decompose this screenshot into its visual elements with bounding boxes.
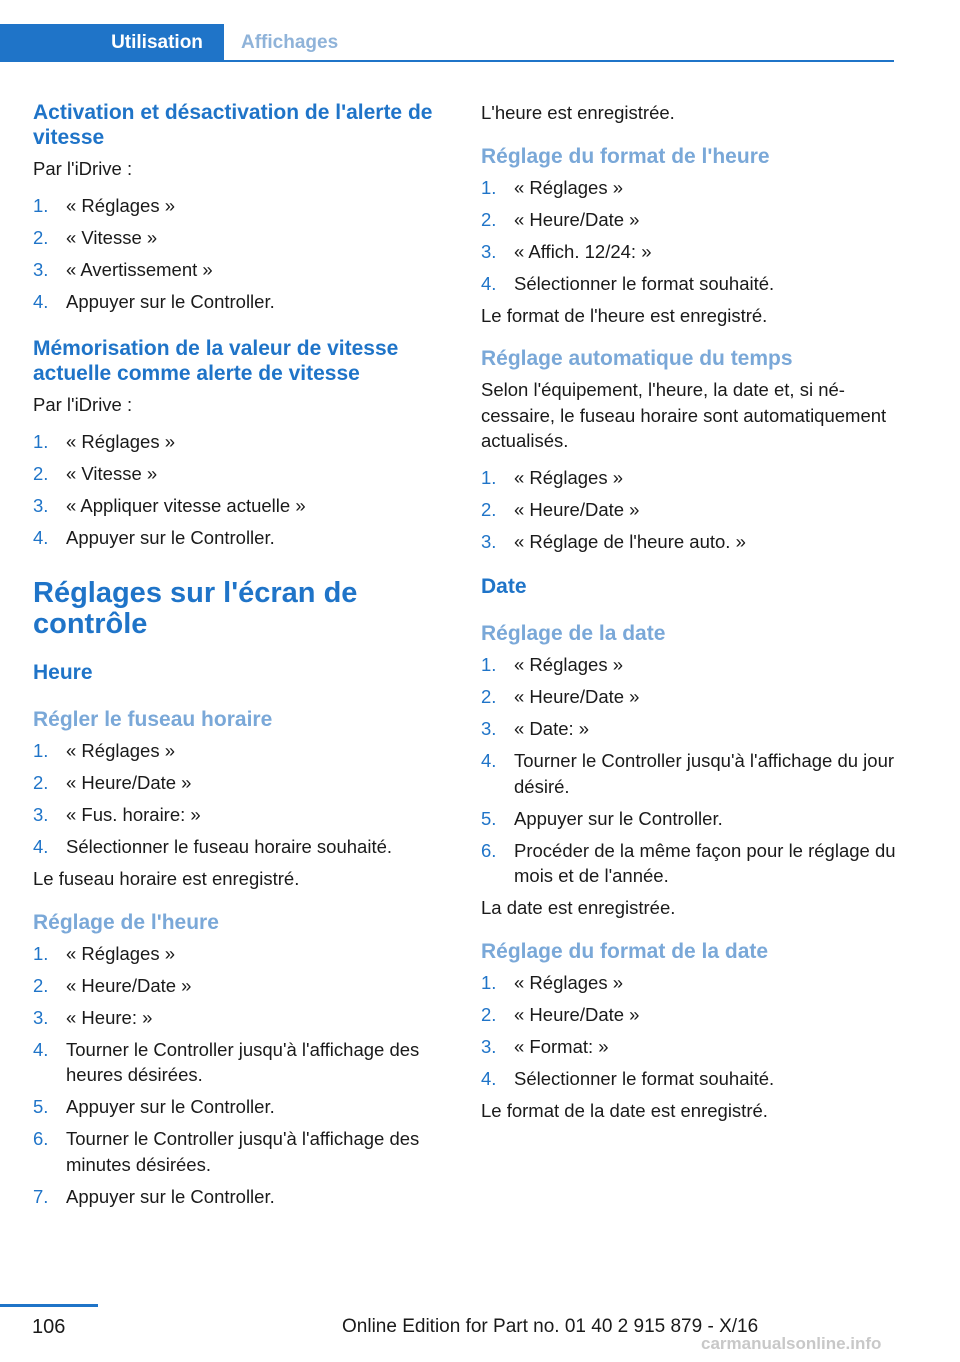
footer-divider (0, 1304, 98, 1307)
step-text: Appuyer sur le Controller. (66, 526, 275, 548)
result-text: L'heure est enregistrée. (481, 102, 675, 123)
step-number: 2. (33, 462, 49, 484)
list-item (33, 1005, 443, 1031)
section-title: Réglage du format de la date (481, 939, 769, 963)
step-text: « Avertissement » (66, 258, 213, 280)
list-item (481, 175, 901, 201)
steps-list (481, 970, 901, 1092)
step-number: 1. (481, 466, 497, 488)
list-item (481, 748, 901, 799)
step-number: 4. (33, 290, 49, 312)
list-item (481, 1034, 901, 1060)
step-text: « Heure/Date » (66, 974, 192, 996)
result-text: Le format de l'heure est enregistré. (481, 304, 768, 326)
page-number: 106 (32, 1316, 66, 1338)
step-number: 7. (33, 1185, 49, 1207)
step-number: 5. (481, 807, 497, 829)
intro-text: Selon l'équipement, l'heure, la date et, si nécessaire, le fuseau horaire sont automatiquement actualisés. (481, 379, 887, 451)
step-number: 5. (33, 1096, 49, 1117)
result-text: Le format de la date est enregistré. (481, 1099, 768, 1121)
list-item (33, 1094, 443, 1120)
list-item (481, 838, 901, 889)
list-item (481, 1066, 901, 1092)
list-item (481, 716, 901, 742)
step-number: 3. (481, 718, 497, 739)
step-number: 1. (33, 942, 49, 964)
section-title: Régler le fuseau horaire (33, 708, 273, 731)
step-number: 1. (481, 654, 497, 675)
list-item (33, 1037, 443, 1088)
step-number: 3. (481, 1035, 497, 1057)
subchapter-title: Date (481, 575, 527, 598)
list-item (481, 271, 901, 297)
list-item (33, 834, 443, 860)
step-text: « Vitesse » (66, 226, 158, 248)
section-title: Réglage de la date (481, 622, 666, 645)
step-text: Sélectionner le fuseau horaire souhaité. (66, 836, 393, 857)
section-title: Réglage du format de l'heure (481, 144, 770, 168)
header-divider (224, 60, 894, 62)
list-item (33, 257, 443, 283)
list-item (33, 770, 443, 796)
list-item (33, 289, 443, 315)
step-number: 4. (33, 526, 49, 548)
step-number: 2. (33, 772, 49, 793)
step-number: 2. (33, 226, 49, 248)
step-number: 3. (481, 530, 497, 552)
list-item (481, 970, 901, 996)
step-number: 3. (481, 240, 497, 262)
intro-text: Par l'iDrive : (33, 394, 133, 415)
list-item (33, 1184, 443, 1210)
step-text: « Réglages » (66, 194, 176, 216)
list-item (33, 461, 443, 487)
header-bar (0, 0, 960, 64)
step-number: 2. (481, 1003, 497, 1025)
step-text: « Heure/Date » (514, 686, 640, 707)
list-item (33, 973, 443, 999)
step-number: 4. (481, 1067, 497, 1089)
step-text: Appuyer sur le Controller. (66, 290, 275, 312)
list-item (481, 239, 901, 265)
step-number: 2. (33, 974, 49, 996)
step-text: « Appliquer vitesse actuelle » (66, 494, 306, 516)
step-text: « Vitesse » (66, 462, 158, 484)
steps-list (481, 465, 901, 555)
list-item (481, 497, 901, 523)
list-item (481, 1002, 901, 1028)
step-text: Tourner le Controller jusqu'à l'affichage du jour désiré. (514, 750, 895, 797)
list-item (481, 652, 901, 678)
step-text: « Réglages » (514, 176, 624, 198)
step-text: « Heure/Date » (514, 208, 640, 230)
step-text: Sélectionner le format souhaité. (514, 272, 775, 294)
step-number: 2. (481, 686, 497, 707)
section-title: Activation et désactivation de l'alerte de vitesse (33, 101, 433, 149)
step-text: Appuyer sur le Controller. (514, 807, 723, 829)
step-number: 4. (33, 1038, 49, 1060)
step-number: 4. (33, 836, 49, 857)
list-item (481, 207, 901, 233)
step-number: 1. (481, 971, 497, 993)
result-text: La date est enregistrée. (481, 897, 676, 918)
subchapter-title: Heure (33, 661, 93, 684)
step-text: « Réglages » (514, 971, 624, 993)
steps-list (481, 175, 901, 297)
step-text: Tourner le Controller jusqu'à l'affichage des minutes désirées. (66, 1128, 420, 1175)
tab-affichages[interactable]: Affichages (241, 32, 339, 53)
right-column (481, 100, 901, 1123)
list-item (33, 493, 443, 519)
section-title: Réglage de l'heure (33, 910, 219, 934)
list-item (33, 225, 443, 251)
step-number: 3. (33, 494, 49, 516)
list-item (33, 429, 443, 455)
steps-list (33, 941, 443, 1210)
step-number: 1. (33, 194, 49, 216)
step-text: « Affich. 12/24: » (514, 240, 652, 262)
section-title: Réglage automatique du temps (481, 347, 793, 370)
step-number: 6. (33, 1128, 49, 1149)
list-item (33, 1126, 443, 1177)
list-item (481, 465, 901, 491)
steps-list (33, 429, 443, 551)
step-text: « Réglages » (66, 942, 176, 964)
step-text: « Heure/Date » (66, 772, 192, 793)
watermark: carmanualsonline.info (701, 1334, 882, 1353)
chapter-title: Réglages sur l'écran de contrôle (33, 577, 358, 640)
step-text: Procéder de la même façon pour le réglage du mois et de l'année. (514, 839, 896, 886)
step-number: 3. (33, 258, 49, 280)
result-text: Le fuseau horaire est enregistré. (33, 868, 300, 889)
step-text: Sélectionner le format souhaité. (514, 1067, 775, 1089)
step-text: « Réglages » (66, 740, 176, 761)
list-item (33, 193, 443, 219)
intro-text: Par l'iDrive : (33, 158, 133, 179)
list-item (33, 802, 443, 828)
left-column (33, 100, 443, 1216)
list-item (33, 738, 443, 764)
step-text: « Heure: » (66, 1006, 153, 1028)
section-title: Mémorisation de la valeur de vitesse actuelle comme alerte de vitesse (33, 337, 399, 385)
step-number: 3. (33, 1006, 49, 1028)
step-text: « Réglages » (514, 654, 624, 675)
list-item (481, 684, 901, 710)
step-text: « Réglages » (514, 466, 624, 488)
step-number: 1. (33, 430, 49, 452)
list-item (33, 525, 443, 551)
step-number: 1. (481, 176, 497, 198)
step-text: « Réglage de l'heure auto. » (514, 530, 746, 552)
list-item (33, 941, 443, 967)
step-text: « Fus. horaire: » (66, 804, 201, 825)
edition-text: Online Edition for Part no. 01 40 2 915 879 - X/16 (342, 1316, 759, 1337)
step-text: « Format: » (514, 1035, 609, 1057)
steps-list (33, 738, 443, 860)
step-number: 3. (33, 804, 49, 825)
step-text: Appuyer sur le Controller. (66, 1096, 275, 1117)
step-text: « Heure/Date » (514, 1003, 640, 1025)
step-number: 4. (481, 272, 497, 294)
step-text: « Heure/Date » (514, 498, 640, 520)
step-number: 2. (481, 498, 497, 520)
steps-list (33, 193, 443, 315)
step-number: 4. (481, 750, 497, 771)
step-number: 2. (481, 208, 497, 230)
step-number: 1. (33, 740, 49, 761)
tab-utilisation[interactable]: Utilisation (0, 24, 224, 62)
list-item (481, 529, 901, 555)
step-text: Appuyer sur le Controller. (66, 1185, 275, 1207)
list-item (481, 806, 901, 832)
steps-list (481, 652, 901, 889)
step-text: « Réglages » (66, 430, 176, 452)
step-text: Tourner le Controller jusqu'à l'affichage des heures désirées. (66, 1038, 420, 1085)
step-text: « Date: » (514, 718, 590, 739)
step-number: 6. (481, 839, 497, 861)
